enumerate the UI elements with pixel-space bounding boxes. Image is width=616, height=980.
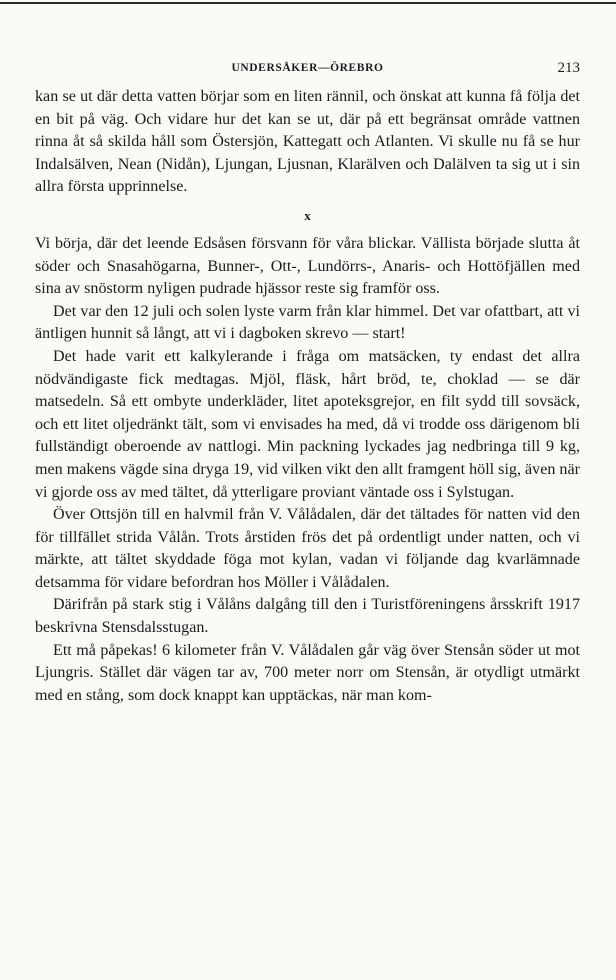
section-break-ornament: x [304, 207, 311, 223]
running-head: UNDERSÅKER—ÖREBRO [231, 62, 384, 74]
top-rule [0, 2, 616, 4]
paragraph: Det var den 12 juli och solen lyste varm från klar himmel. Det var ofattbart, att vi äntligen hunnit så långt, att vi i dagboken skrevo — start! [35, 302, 580, 343]
paragraph: Vi börja, där det leende Edsåsen försvann för våra blickar. Vällista började slutta åt söder och Snasahögarna, Bunner-, Ott-, Lundörrs-, Anaris- och Hottöfjällen med sina av snöstorm nyligen pudrade hjässor reste sig framför oss. [35, 234, 580, 298]
paragraph: kan se ut där detta vatten börjar som en liten rännil, och önskat att kunna få följa det en bit på väg. Och vidare hur det kan se ut, där på ett begränsat område vattnen rinna åt så skilda håll som Östersjön, Kattegatt och Atlanten. Vi skulle nu få se hur Indalsälven, Nean (Nidån), Ljungan, Ljusnan, Klarälven och Dalälven ta sig ut i sin allra första upprinnelse. [35, 88, 580, 196]
book-page [35, 62, 580, 707]
page-number: 213 [557, 60, 580, 76]
page-header [35, 62, 580, 86]
paragraph: Ett må påpekas! 6 kilometer från V. Vålådalen går väg över Stensån söder ut mot Ljungris. Stället där vägen tar av, 700 meter norr om Stensån, är otydligt utmärkt med en stång, som dock knappt kan upptäckas, när man kom- [35, 641, 580, 704]
paragraph: Därifrån på stark stig i Vålåns dalgång till den i Turistföreningens årsskrift 1917 beskrivna Stensdalsstugan. [35, 596, 580, 637]
paragraph: Det hade varit ett kalkylerande i fråga om matsäcken, ty endast det allra nödvändigaste fick medtagas. Mjöl, fläsk, hårt bröd, te, choklad — se där matsedeln. Så ett ombyte underkläder, litet apoteksgrejor, en filt sydd till sovsäck, och ett litet oljedränkt tält, som vi envisades ha med, då vi trodde oss därigenom bli fullständigt oberoende av nattlogi. Min packning lyckades jag nedbringa till 9 kg, men makens vägde sina dryga 19, vid vilken vikt den allt framgent höll sig, även när vi gjorde oss av med tältet, då ytterligare proviant väntade oss i Sylstugan. [35, 347, 580, 501]
paragraph: Över Ottsjön till en halvmil från V. Vålådalen, där det tältades för natten vid den för tillfället strida Vålån. Trots årstiden frös det på ordentligt under natten, och vi märkte, att tältet skyddade föga mot kylan, vadan vi följande dag kvarlämnade detsamma för vidare befordran hos Möller i Vålådalen. [35, 506, 580, 591]
body-text [35, 86, 580, 707]
